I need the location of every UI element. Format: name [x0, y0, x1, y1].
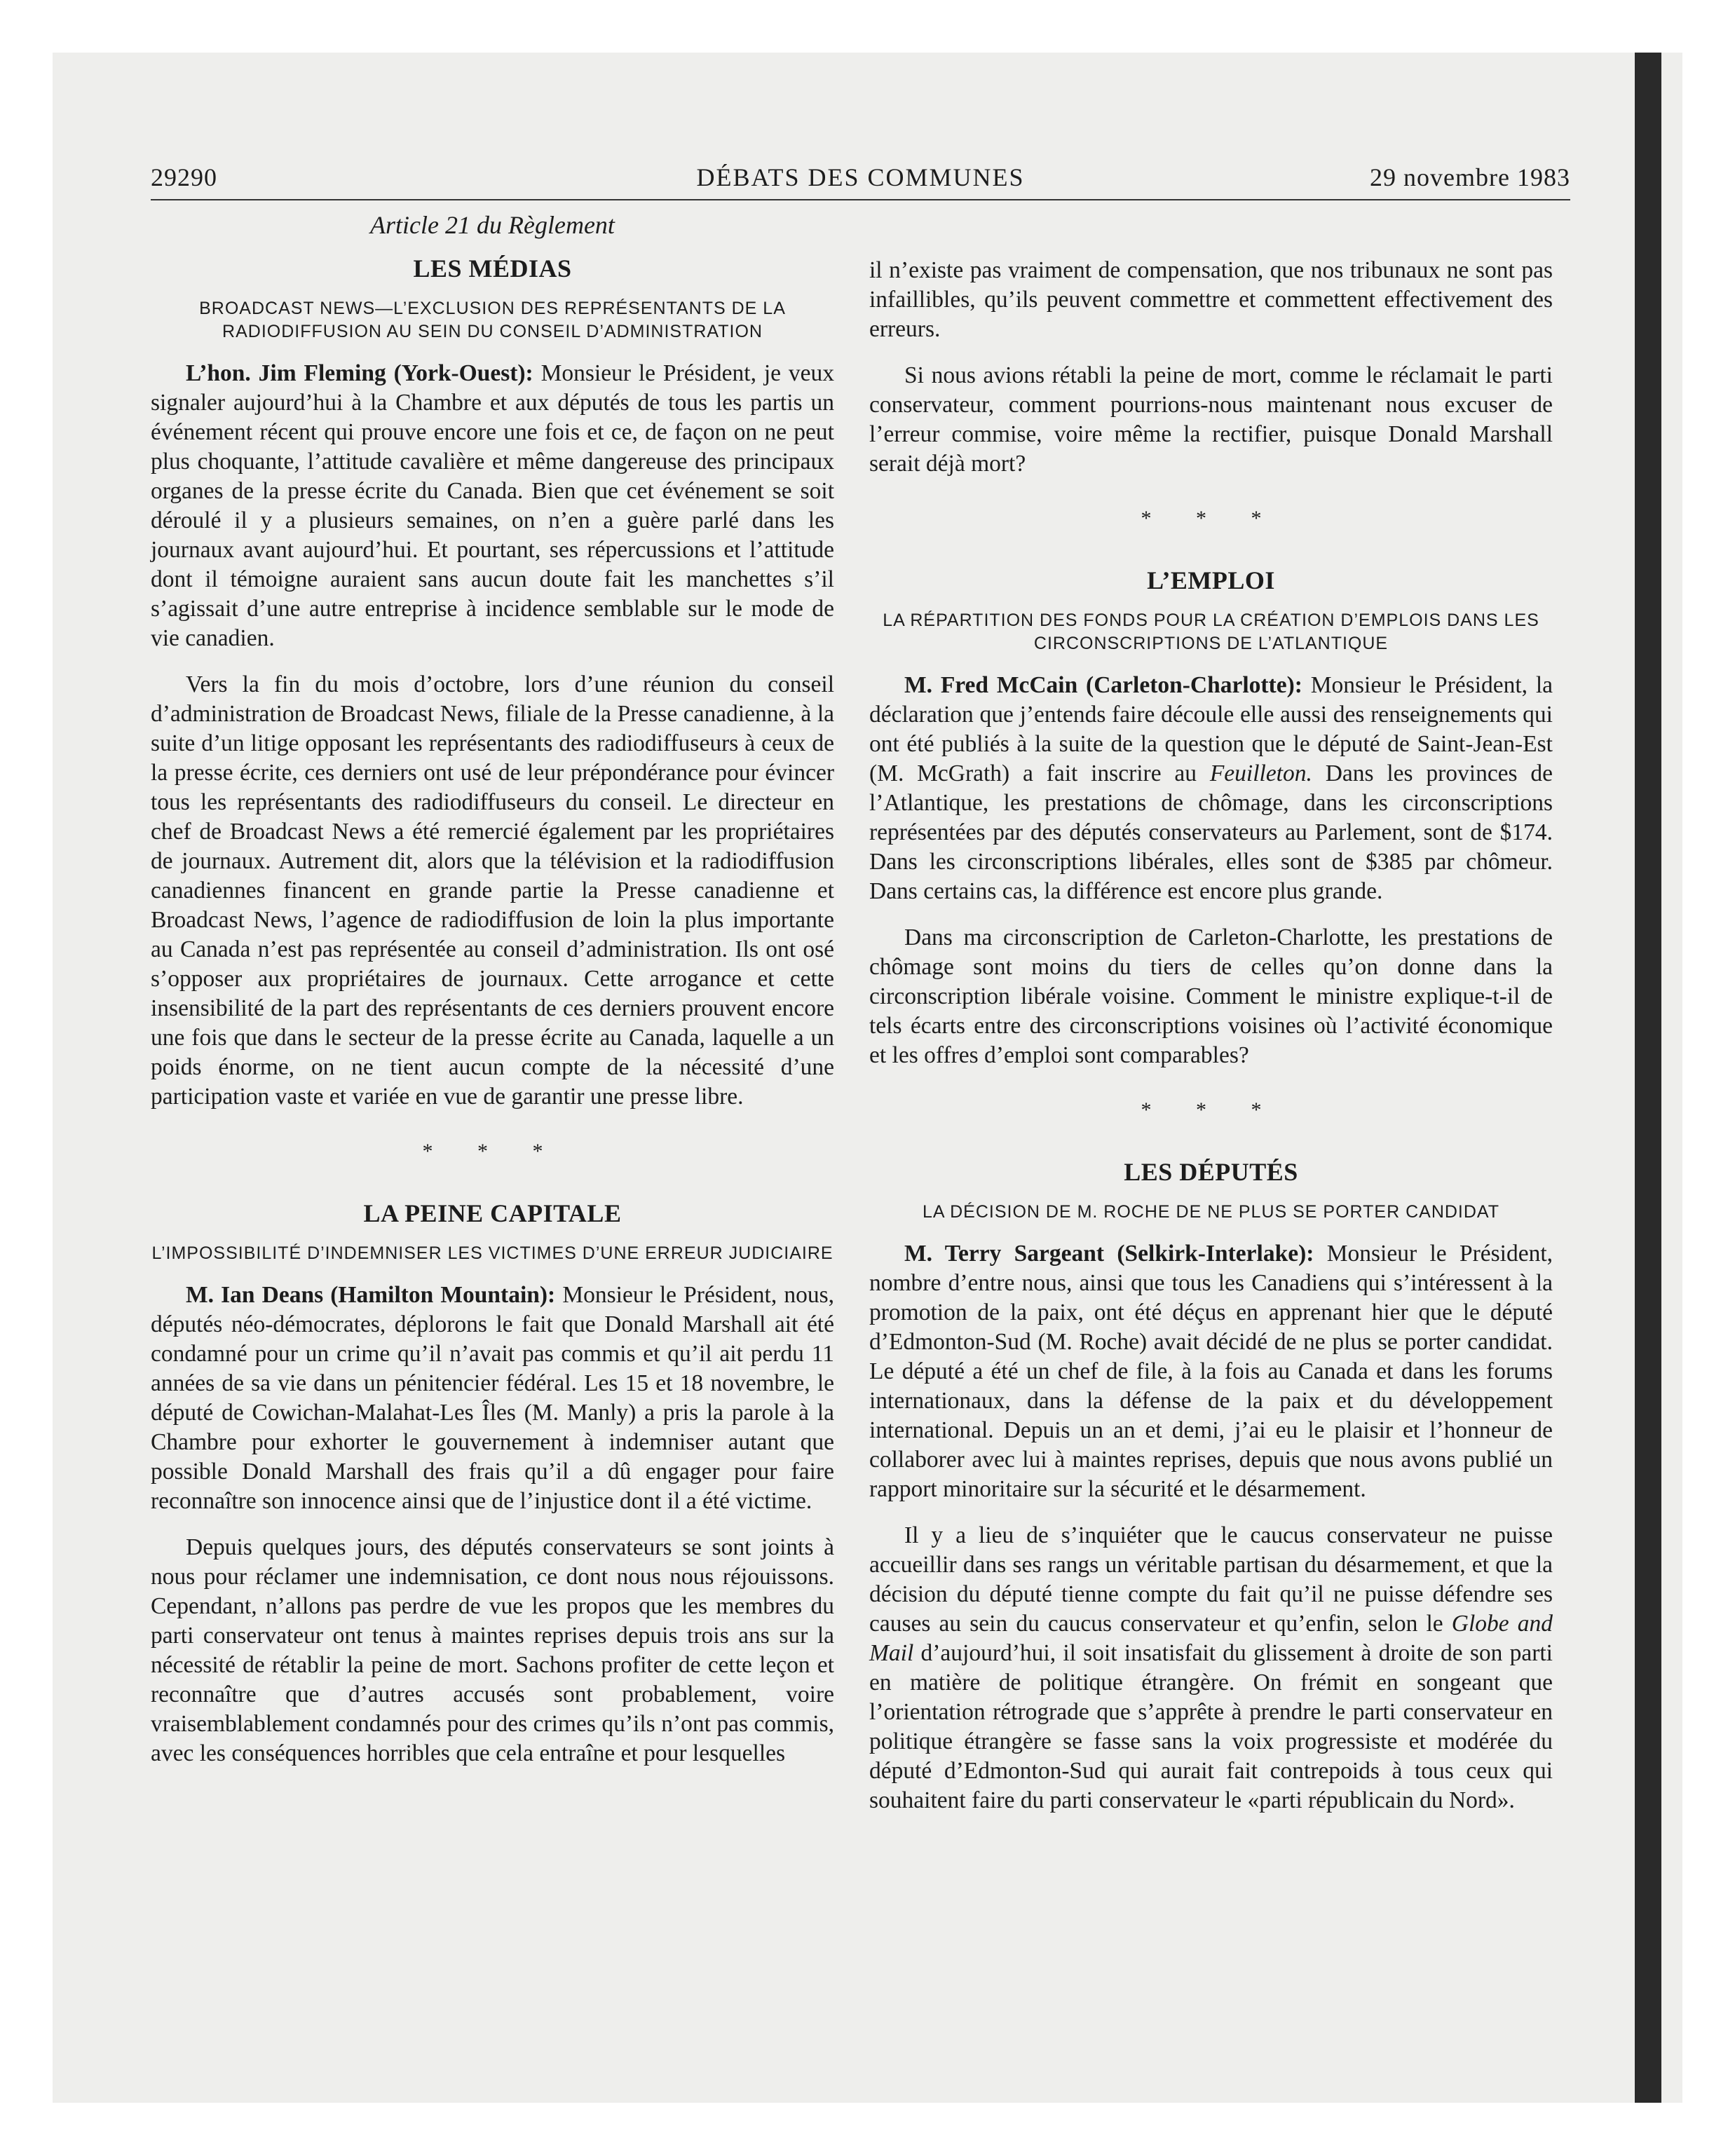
publication-title: DÉBATS DES COMMUNES — [696, 163, 1025, 191]
paragraph: Si nous avions rétabli la peine de mort, comme le réclamait le parti conservateur, comment pourrions-nous maintenant nous excuser de l’erreur commise, voire même la rectifier, puisque Donald Marshall serait déjà mort? — [869, 362, 1553, 477]
italic-title: Feuilleton. — [1209, 760, 1312, 786]
paragraph: L’hon. Jim Fleming (York-Ouest): Monsieur le Président, je veux signaler aujourd’hui à la Chambre et aux députés de tous les partis un événement récent qui prouve encore une fois et ce, de façon on ne peut plus choquante, l’attitude cavalière et même dangereuse des principaux organes de la presse écrite du Canada. Bien que cet événement se soit déroulé il y a plusieurs semaines, on n’en a guère parlé dans les journaux avant aujourd’hui. Et pourtant, ses répercussions et l’attitude dont il témoigne auraient sans aucun doute fait les manchettes s’il s’agissait d’une autre entreprise à incidence semblable sur le mode de vie canadien. — [151, 360, 834, 651]
section-subheading-deputes: LA DÉCISION DE M. ROCHE DE NE PLUS SE PORTER CANDIDAT — [922, 1202, 1500, 1222]
paragraph: Dans ma circonscription de Carleton-Charlotte, les prestations de chômage sont moins du tiers de celles qu’on donne dans la circonscription libérale voisine. Comment le ministre explique-t-il de tels écarts entre des circonscriptions voisines où l’activité économique et les offres d’emploi sont comparables? — [869, 925, 1553, 1068]
speaker-name: M. Terry Sargeant (Selkirk-Interlake): — [904, 1241, 1314, 1267]
paragraph: M. Fred McCain (Carleton-Charlotte): Monsieur le Président, la déclaration que j’entends faire découle elle aussi des renseignements qui ont été publiés à la suite de la question que le député de Saint-Jean-Est (M. McGrath) a fait inscrire au Feuilleton. Dans les provinces de l’Atlantique, les prestations de chômage, dans les circonscriptions représentées par des députés conservateurs au Parlement, sont de $174. Dans les circonscriptions libérales, elles sont de $385 par chômeur. Dans certains cas, la différence est encore plus grande. — [869, 672, 1553, 904]
speaker-name: L’hon. Jim Fleming (York-Ouest): — [186, 360, 533, 386]
section-heading-deputes: LES DÉPUTÉS — [1124, 1158, 1298, 1186]
paragraph: Vers la fin du mois d’octobre, lors d’une réunion du conseil d’administration de Broadcast News, filiale de la Presse canadienne, à la suite d’un litige opposant les représentants des radiodiffuseurs à ceux de la presse écrite, ces derniers ont usé de leur prépondérance pour évincer tous les représentants des radiodiffuseurs du conseil. Le directeur en chef de Broadcast News a été remercié également par les propriétaires de journaux. Autrement dit, alors que la télévision et la radiodiffusion canadiennes financent en grande partie la Presse canadienne et Broadcast News, l’agence de radiodiffusion de loin la plus importante au Canada n’est pas représentée au conseil d’administration. Ils ont osé s’opposer aux propriétaires de journaux. Cette arrogance et cette insensibilité de la part des représentants de ces derniers prouvent encore une fois que dans le secteur de la presse écrite au Canada, laquelle a un poids énorme, on ne tient aucun compte de la nécessité d’une participation vaste et variée en vue de garantir une presse libre. — [151, 671, 834, 1110]
section-subheading-peine-capitale: L’IMPOSSIBILITÉ D’INDEMNISER LES VICTIMES D’UNE ERREUR JUDICIAIRE — [151, 1243, 834, 1263]
paragraph: Il y a lieu de s’inquiéter que le caucus conservateur ne puisse accueillir dans ses rangs un véritable partisan du désarmement, et que la décision du député tienne compte du fait qu’il ne puisse défendre ses causes au sein du caucus conservateur et qu’enfin, selon le Globe and Mail d’aujourd’hui, il soit insatisfait du glissement à droite de son parti en matière de politique étrangère. On frémit en songeant que l’orientation rétrograde que s’apprête à prendre le parti conservateur en politique étrangère se fasse sans la voix progressiste et modérée du député d’Edmonton-Sud qui aurait fait contrepoids à tous ceux qui souhaitent faire du parti conservateur le «parti républicain du Nord». — [869, 1522, 1553, 1813]
paragraph: M. Terry Sargeant (Selkirk-Interlake): Monsieur le Président, nombre d’entre nous, ainsi que tous les Canadiens qui s’intéressent à la promotion de la paix, ont été déçus en apprenant hier que le député d’Edmonton-Sud (M. Roche) avait décidé de ne plus se porter candidat. Le député a été un chef de file, à la fois au Canada et dans les forums internationaux, dans la défense de la paix et du développement international. Depuis un an et demi, j’ai eu le plaisir et l’honneur de collaborer avec lui à maintes reprises, depuis que nous avons publié un rapport minoritaire sur la sécurité et le désarmement. — [869, 1241, 1553, 1502]
speaker-name: M. Ian Deans (Hamilton Mountain): — [186, 1282, 556, 1308]
running-header — [151, 163, 1570, 200]
section-heading-peine-capitale: LA PEINE CAPITALE — [363, 1199, 622, 1227]
paragraph: M. Ian Deans (Hamilton Mountain): Monsieur le Président, nous, députés néo-démocrates, déplorons le fait que Donald Marshall ait été condamné pour un crime qu’il n’avait pas commis et qu’il ait perdu 11 années de sa vie dans un pénitencier fédéral. Les 15 et 18 novembre, le député de Cowichan-Malahat-Les Îles (M. Manly) a pris la parole à la Chambre pour exhorter le gouvernement à indemniser autant que possible Donald Marshall des frais qu’il a dû engager pour faire reconnaître son innocence ainsi que de l’injustice dont il a été victime. — [151, 1282, 834, 1514]
paragraph-continued: il n’existe pas vraiment de compensation, que nos tribunaux ne sont pas infaillibles, qu’ils peuvent commettre et commettent effectivement des erreurs. — [869, 257, 1553, 342]
section-subheading-medias: BROADCAST NEWS—L’EXCLUSION DES REPRÉSENTANTS DE LA RADIODIFFUSION AU SEIN DU CONSEIL D’ADMINISTRATION — [199, 299, 786, 341]
left-column — [151, 210, 834, 1785]
paragraph: Depuis quelques jours, des députés conservateurs se sont joints à nous pour réclamer une indemnisation, ce dont nous nous réjouissons. Cependant, n’allons pas perdre de vue les propos que les membres du parti conservateur ont tenus à maintes reprises depuis trois ans sur la nécessité de rétablir la peine de mort. Sachons profiter de cette leçon et reconnaître que d’autres accusés sont probablement, voire vraisemblablement condamnés pour des crimes qu’ils n’ont pas commis, avec les conséquences horribles que cela entraîne et pour lesquelles — [151, 1534, 834, 1766]
section-heading-emploi: L’EMPLOI — [1147, 566, 1275, 594]
speaker-name: M. Fred McCain (Carleton-Charlotte): — [904, 672, 1302, 698]
section-separator: * * * — [1141, 507, 1281, 530]
section-heading-medias: LES MÉDIAS — [413, 254, 572, 282]
page-number: 29290 — [151, 163, 217, 191]
right-column — [869, 256, 1553, 1832]
italic-title: Globe and Mail — [869, 1611, 1553, 1666]
section-separator: * * * — [422, 1140, 563, 1163]
rubric: Article 21 du Règlement — [370, 211, 615, 239]
section-separator: * * * — [1141, 1098, 1281, 1121]
scan-edge-bar — [1635, 53, 1661, 2103]
issue-date: 29 novembre 1983 — [1370, 163, 1570, 191]
section-subheading-emploi: LA RÉPARTITION DES FONDS POUR LA CRÉATION D’EMPLOIS DANS LES CIRCONSCRIPTIONS DE L’ATLANTIQUE — [883, 610, 1539, 653]
